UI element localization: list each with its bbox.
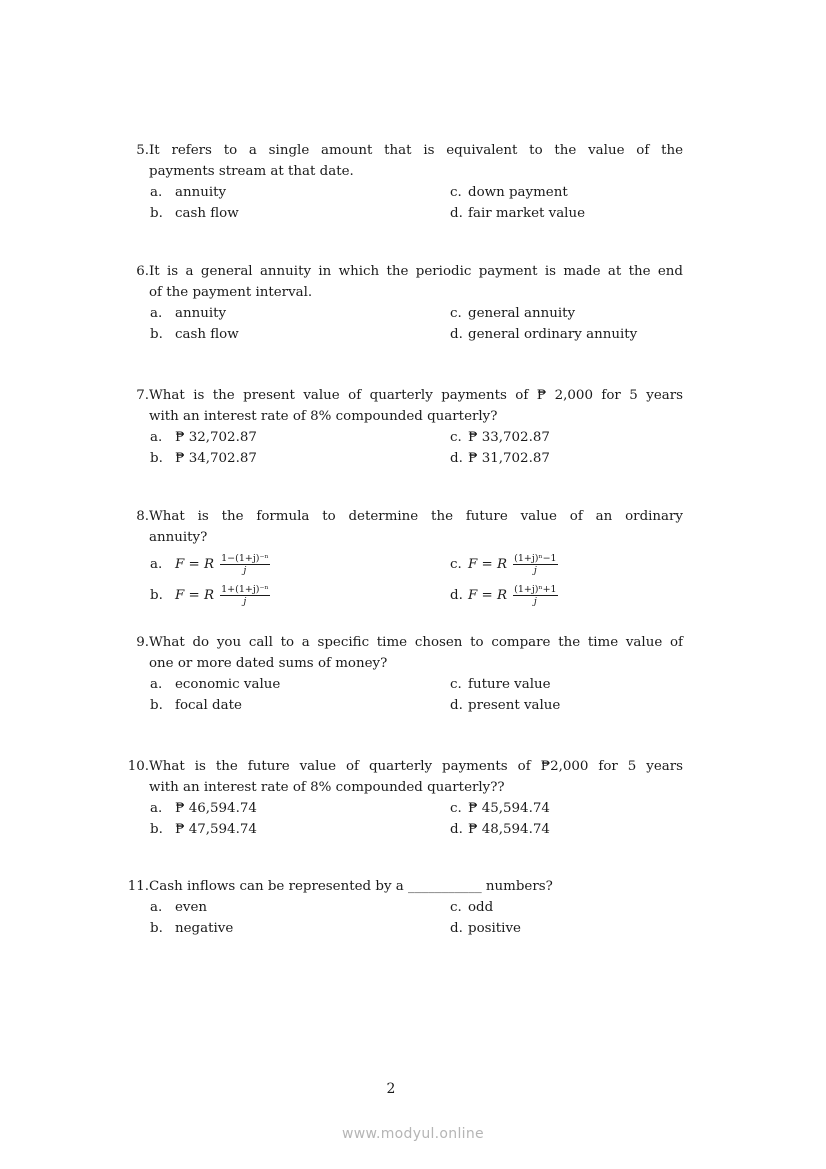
answer-option-a <box>150 303 226 324</box>
question-stem-line: What do you call to a specific time chosen to compare the time value of <box>149 635 683 650</box>
option-letter: d. <box>450 698 463 713</box>
question-stem-line: with an interest rate of 8% compounded quarterly?? <box>149 780 505 795</box>
formula-denominator: j <box>533 565 537 576</box>
option-text: annuity <box>175 185 227 200</box>
formula-fraction <box>513 584 557 607</box>
option-text: present value <box>468 698 561 713</box>
option-letter: c. <box>450 677 462 692</box>
answer-option-b <box>150 918 233 939</box>
option-letter: d. <box>450 451 463 466</box>
answer-option-b <box>150 695 242 716</box>
option-text: cash flow <box>175 206 239 221</box>
answer-option-a <box>150 798 257 819</box>
answer-option-b <box>150 448 257 469</box>
option-letter: b. <box>150 698 163 713</box>
option-text: ₱ 32,702.87 <box>175 430 257 445</box>
formula-denominator: j <box>243 596 247 607</box>
formula-numerator: (1+j)ⁿ+1 <box>514 584 557 595</box>
option-text: future value <box>468 677 551 692</box>
option-text: ₱ 34,702.87 <box>175 451 257 466</box>
answer-option-c <box>450 182 568 203</box>
answer-option-d <box>450 203 585 224</box>
option-letter: b. <box>150 327 163 342</box>
option-text: focal date <box>175 698 242 713</box>
answer-option-c <box>450 303 575 324</box>
question-number: 5. <box>136 143 149 158</box>
option-letter: a. <box>150 801 163 816</box>
question-stem-line: with an interest rate of 8% compounded quarterly? <box>149 409 498 424</box>
answer-option-c <box>450 427 550 448</box>
option-letter: d. <box>450 822 463 837</box>
watermark: www.modyul.online <box>342 1126 484 1142</box>
answer-option-a <box>150 674 280 695</box>
question-stem-line: one or more dated sums of money? <box>149 656 388 671</box>
formula-fraction <box>220 584 270 607</box>
option-letter: d. <box>450 206 463 221</box>
option-text: ₱ 46,594.74 <box>175 801 257 816</box>
option-letter: a. <box>150 677 163 692</box>
formula-denominator: j <box>533 596 537 607</box>
question-number: 10. <box>127 759 149 774</box>
option-text: ₱ 48,594.74 <box>468 822 550 837</box>
option-letter: a. <box>150 306 163 321</box>
question-number: 7. <box>136 388 149 403</box>
option-text: down payment <box>468 185 568 200</box>
answer-option-d <box>450 695 560 716</box>
option-text: odd <box>468 900 494 915</box>
option-text: positive <box>468 921 521 936</box>
option-text: cash flow <box>175 327 239 342</box>
formula-lhs: F = R <box>175 588 215 603</box>
option-letter: c. <box>450 801 462 816</box>
option-letter: d. <box>450 327 463 342</box>
option-letter: a. <box>150 185 163 200</box>
option-letter: b. <box>150 451 163 466</box>
option-letter: b. <box>150 206 163 221</box>
answer-option-a <box>150 897 207 918</box>
option-letter: d. <box>450 588 463 603</box>
question-stem-line: payments stream at that date. <box>149 164 354 179</box>
question-stem-line: What is the future value of quarterly payments of ₱2,000 for 5 years <box>149 759 683 774</box>
formula-fraction <box>513 553 557 576</box>
option-text: even <box>175 900 208 915</box>
answer-option-d <box>450 324 637 345</box>
option-text: ₱ 31,702.87 <box>468 451 550 466</box>
option-letter: b. <box>150 921 163 936</box>
answer-option-b <box>150 203 239 224</box>
question-stem-line: It is a general annuity in which the periodic payment is made at the end <box>149 264 683 279</box>
option-letter: b. <box>150 588 163 603</box>
question-number: 9. <box>136 635 149 650</box>
option-text: economic value <box>175 677 281 692</box>
answer-option-c <box>450 897 493 918</box>
option-letter: c. <box>450 900 462 915</box>
answer-option-b <box>150 819 257 840</box>
question-number: 11. <box>127 879 149 894</box>
answer-option-d <box>450 918 521 939</box>
answer-option-d <box>450 819 550 840</box>
option-text: annuity <box>175 306 227 321</box>
option-letter: a. <box>150 430 163 445</box>
answer-option-d <box>450 584 558 605</box>
answer-option-c <box>450 674 551 695</box>
option-text: negative <box>175 921 234 936</box>
option-letter: a. <box>150 900 163 915</box>
answer-option-a <box>150 427 257 448</box>
answer-option-a <box>150 182 226 203</box>
answer-option-c <box>450 553 558 574</box>
formula-lhs: F = R <box>468 557 508 572</box>
question-stem-line: of the payment interval. <box>149 285 313 300</box>
option-letter: c. <box>450 306 462 321</box>
option-letter: c. <box>450 557 462 572</box>
answer-option-d <box>450 448 550 469</box>
option-text: general ordinary annuity <box>468 327 638 342</box>
question-stem-line: It refers to a single amount that is equivalent to the value of the <box>149 143 683 158</box>
question-number: 6. <box>136 264 149 279</box>
page-number: 2 <box>386 1081 396 1097</box>
option-letter: a. <box>150 557 163 572</box>
question-stem-line: annuity? <box>149 530 208 545</box>
answer-option-b <box>150 324 239 345</box>
question-number: 8. <box>136 509 149 524</box>
formula-lhs: F = R <box>175 557 215 572</box>
question-stem-line: Cash inflows can be represented by a ___________ numbers? <box>149 879 553 894</box>
formula-numerator: 1+(1+j)⁻ⁿ <box>221 584 269 595</box>
option-letter: c. <box>450 185 462 200</box>
question-stem-line: What is the present value of quarterly payments of ₱ 2,000 for 5 years <box>149 388 683 403</box>
option-text: ₱ 47,594.74 <box>175 822 257 837</box>
option-text: fair market value <box>468 206 586 221</box>
formula-numerator: 1−(1+j)⁻ⁿ <box>221 553 269 564</box>
option-letter: c. <box>450 430 462 445</box>
option-text: ₱ 45,594.74 <box>468 801 550 816</box>
question-stem-line: What is the formula to determine the future value of an ordinary <box>149 509 683 524</box>
option-text: ₱ 33,702.87 <box>468 430 550 445</box>
option-text: general annuity <box>468 306 576 321</box>
formula-numerator: (1+j)ⁿ−1 <box>514 553 557 564</box>
formula-lhs: F = R <box>468 588 508 603</box>
answer-option-b <box>150 584 270 605</box>
option-letter: b. <box>150 822 163 837</box>
option-letter: d. <box>450 921 463 936</box>
formula-denominator: j <box>243 565 247 576</box>
formula-fraction <box>220 553 270 576</box>
answer-option-c <box>450 798 550 819</box>
answer-option-a <box>150 553 270 574</box>
